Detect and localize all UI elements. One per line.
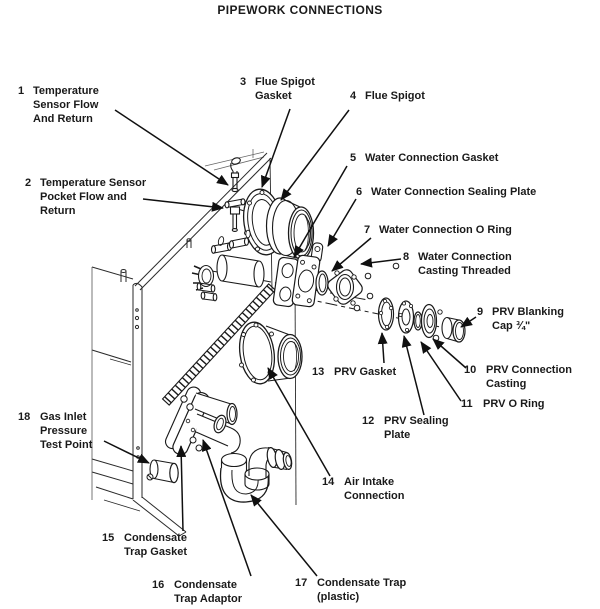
- leader-arrow-9: [461, 317, 476, 327]
- part-label-18: 18 Gas Inlet Pressure Test Point: [18, 411, 93, 451]
- part-number: 14: [322, 476, 335, 488]
- part-label-12: 12 PRV Sealing Plate: [362, 415, 449, 441]
- part-label-13: 13 PRV Gasket: [312, 366, 397, 378]
- part-number: 3: [240, 76, 247, 88]
- part-number: 5: [350, 152, 357, 164]
- prv-blanking-cap-drawing: [442, 318, 465, 343]
- leader-arrow-2: [143, 199, 223, 208]
- part-label-5: 5 Water Connection Gasket: [350, 152, 499, 164]
- part-label-6: 6 Water Connection Sealing Plate: [356, 186, 537, 198]
- gas-inlet-test-point-drawing: [147, 460, 178, 483]
- part-number: 10: [464, 364, 477, 376]
- water-connection-o-ring-drawing: [316, 271, 328, 295]
- part-label-8: 8 Water Connection Casting Threaded: [403, 251, 512, 277]
- leader-arrow-1: [115, 110, 228, 185]
- leader-arrow-4: [281, 110, 349, 200]
- leader-arrow-11: [421, 342, 461, 401]
- part-number: 17: [295, 577, 308, 589]
- leader-arrow-10: [433, 339, 466, 368]
- prv-sealing-plate-drawing: [399, 301, 414, 333]
- part-label-16: 16 Condensate Trap Adaptor: [152, 579, 243, 605]
- part-number: 13: [312, 366, 325, 378]
- part-label-3: 3 Flue Spigot Gasket: [240, 76, 315, 102]
- part-number: 4: [350, 90, 357, 102]
- flue-spigot-drawing: [267, 198, 314, 259]
- part-number: 6: [356, 186, 363, 198]
- part-number: 12: [362, 415, 375, 427]
- part-label-9: 9 PRV Blanking Cap ¾": [477, 306, 564, 332]
- prv-gasket-drawing: [379, 298, 394, 330]
- part-label-2: 2 Temperature Sensor Pocket Flow and Return: [25, 177, 147, 217]
- part-number: 18: [18, 411, 31, 423]
- part-label-17: 17 Condensate Trap (plastic): [295, 577, 407, 603]
- part-label-15: 15 Condensate Trap Gasket: [102, 532, 187, 558]
- part-label-10: 10 PRV Connection Casting: [464, 364, 572, 390]
- leader-arrow-17: [251, 495, 317, 576]
- part-label-14: 14 Air Intake Connection: [322, 476, 405, 502]
- part-number: 11: [461, 398, 473, 410]
- part-number: 16: [152, 579, 165, 591]
- air-intake-connection-drawing: [236, 320, 302, 386]
- prv-connection-casting-drawing: [422, 305, 443, 341]
- part-label-11: 11 PRV O Ring: [461, 398, 545, 410]
- prv-o-ring-drawing: [414, 312, 422, 330]
- temperature-sensor-pocket-drawing: [225, 199, 246, 232]
- leader-arrow-7: [332, 238, 371, 271]
- part-number: 15: [102, 532, 115, 544]
- part-number: 2: [25, 177, 32, 189]
- part-label-4: 4 Flue Spigot: [350, 90, 425, 102]
- water-connection-casting-drawing: [325, 267, 364, 306]
- part-number: 7: [364, 224, 371, 236]
- temperature-sensor-flow-drawing: [231, 157, 242, 192]
- condensate-trap-adaptor-drawing: [195, 393, 240, 453]
- part-number: 8: [403, 251, 410, 263]
- part-number: 9: [477, 306, 484, 318]
- leader-arrow-6: [328, 199, 356, 246]
- leader-arrow-12: [404, 336, 424, 415]
- leader-arrow-13: [382, 333, 384, 363]
- condensate-trap-drawing: [221, 447, 293, 502]
- diagram-title: PIPEWORK CONNECTIONS: [217, 3, 383, 17]
- part-number: 1: [18, 85, 25, 97]
- leader-arrow-3: [262, 109, 290, 187]
- part-label-7: 7 Water Connection O Ring: [364, 224, 512, 236]
- leader-arrow-15: [181, 446, 183, 531]
- part-label-1: 1 Temperature Sensor Flow And Return: [18, 85, 99, 125]
